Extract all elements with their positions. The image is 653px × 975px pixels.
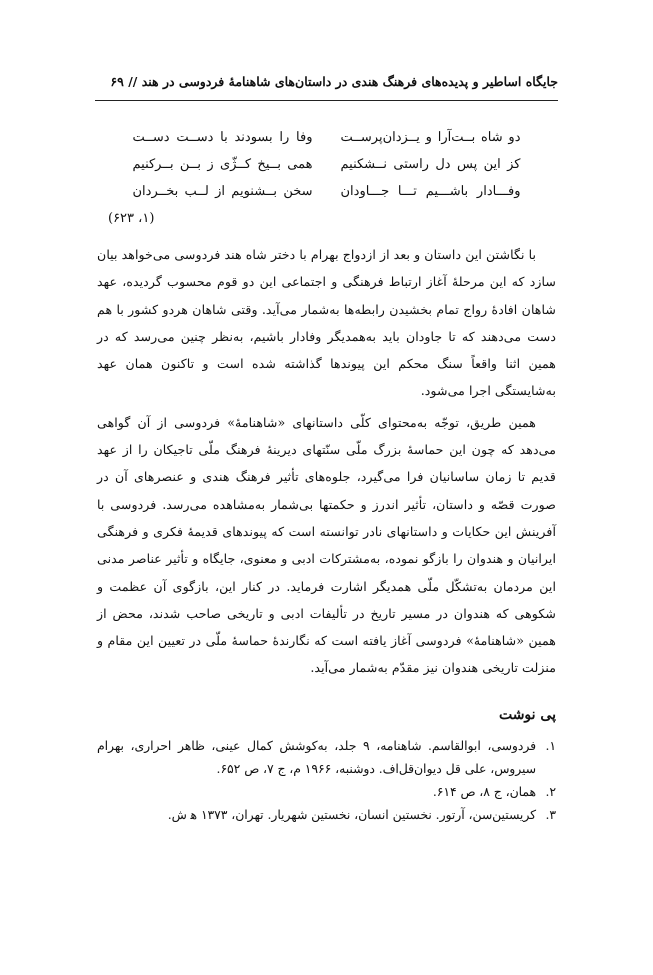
second-hemistich: سخن بــشنویم از لــب بخــردان [132,184,313,199]
first-hemistich: کز این پس دل راستی نــشکنیم [340,157,521,172]
note-item [97,804,556,827]
second-hemistich: همی بــیخ کــژّی ز بــن بــرکنیم [132,157,313,172]
notes-heading: پی نوشت [498,707,556,723]
first-hemistich: دو شاه بــت‌آرا و یــزدان‌پرســت [340,130,521,145]
page-number: ۶۹ [110,74,124,89]
poem-verse [100,178,553,205]
first-hemistich: وفـــادار باشـــیم تـــا جـــاودان [340,184,521,199]
notes-list [97,735,556,827]
note-text: کریستین‌سن، آرتور. نخستین انسان، نخستین شهریار. تهران، ۱۳۷۳ ﻫ ش. [167,808,536,822]
second-hemistich: وفا را بسودند با دســت دســت [132,130,313,145]
header-rule [95,100,558,101]
note-text: همان، ج ۸، ص ۶۱۴. [432,785,536,799]
poem-verse [100,151,553,178]
body-text [97,241,556,686]
note-text: فردوسی، ابوالقاسم. شاهنامه، ۹ جلد، به‌کوشش کمال عینی، ظاهر احراری، بهرام سیروس، علی قل دیوان‌قل‌اف. دوشنبه، ۱۹۶۶ م، ج ۷، ص ۶۵۲. [97,739,536,776]
note-item [97,735,556,781]
paragraph: همین طریق، توجّه به‌محتوای کلّی داستانهای «شاهنامهٔ» فردوسی از آن گواهی می‌دهد که چون این حماسهٔ بزرگ ملّی سنّتهای دیرینهٔ فرهنگ ملّی تاجیکان را از عهد قدیم تا زمان ساسانیان فرا می‌گیرد، جلوه‌های تأثیر فرهنگ هندی و عنصرهای آن در صورت قصّه و داستان، تأثیر اندرز و حکمتها بی‌شمار به‌مشاهده می‌رسد. فردوسی با آفرینش این حکایات و داستانهای نادر توانسته است که پیوندهای قدیمهٔ فکری و فرهنگی ایرانیان و هندوان را بازگو نموده، به‌مشترکات ادبی و معنوی، جایگاه و تأثیر عناصر مدنی این مردمان به‌تشکّل ملّی همدیگر اشارت فرماید. در کنار این، بازگوی آن عظمت و شکوهی که هندوان در مسیر تاریخ در تألیفات ادبی و تاریخی صاحب شدند، محض از همین «شاهنامهٔ» فردوسی آغاز یافته است که نگارندهٔ حماسهٔ ملّی در تعیین این مقام و منزلت تاریخی هندوان نیز مقدّم به‌شمار می‌آید. [97,414,556,676]
header-separator: // [128,74,138,89]
paragraph: با نگاشتن این داستان و بعد از ازدواج بهرام با دختر شاه هند فردوسی می‌خواهد بیان سازد که این مرحلهٔ آغاز ارتباط فرهنگی و اجتماعی این دو قوم محسوب گردیده، عهد شاهان افادهٔ رواج تمام بخشیدن رابطه‌ها به‌شمار می‌آید. وقتی شاهان هردو کشور با هم دست می‌دهند که تا جاودان باید به‌همدیگر وفادار باشیم، به‌نظر چنین می‌رسد که در همین اثنا واقعاً سنگ محکم این پیوندها گذاشته شده است و تاکنون همان عهد به‌شایستگی اجرا می‌شود. [97,247,556,399]
note-number: ۱. [545,739,556,753]
running-title: جایگاه اساطیر و پدیده‌های فرهنگ هندی در داستان‌های شاهنامهٔ فردوسی در هند [141,74,558,89]
note-number: ۳. [545,808,556,822]
note-item [97,781,556,804]
running-header [95,74,558,90]
poem-citation: (۱، ۶۲۳) [108,211,155,226]
note-number: ۲. [545,785,556,799]
poem-verse [100,124,553,151]
poem-block [100,124,553,205]
